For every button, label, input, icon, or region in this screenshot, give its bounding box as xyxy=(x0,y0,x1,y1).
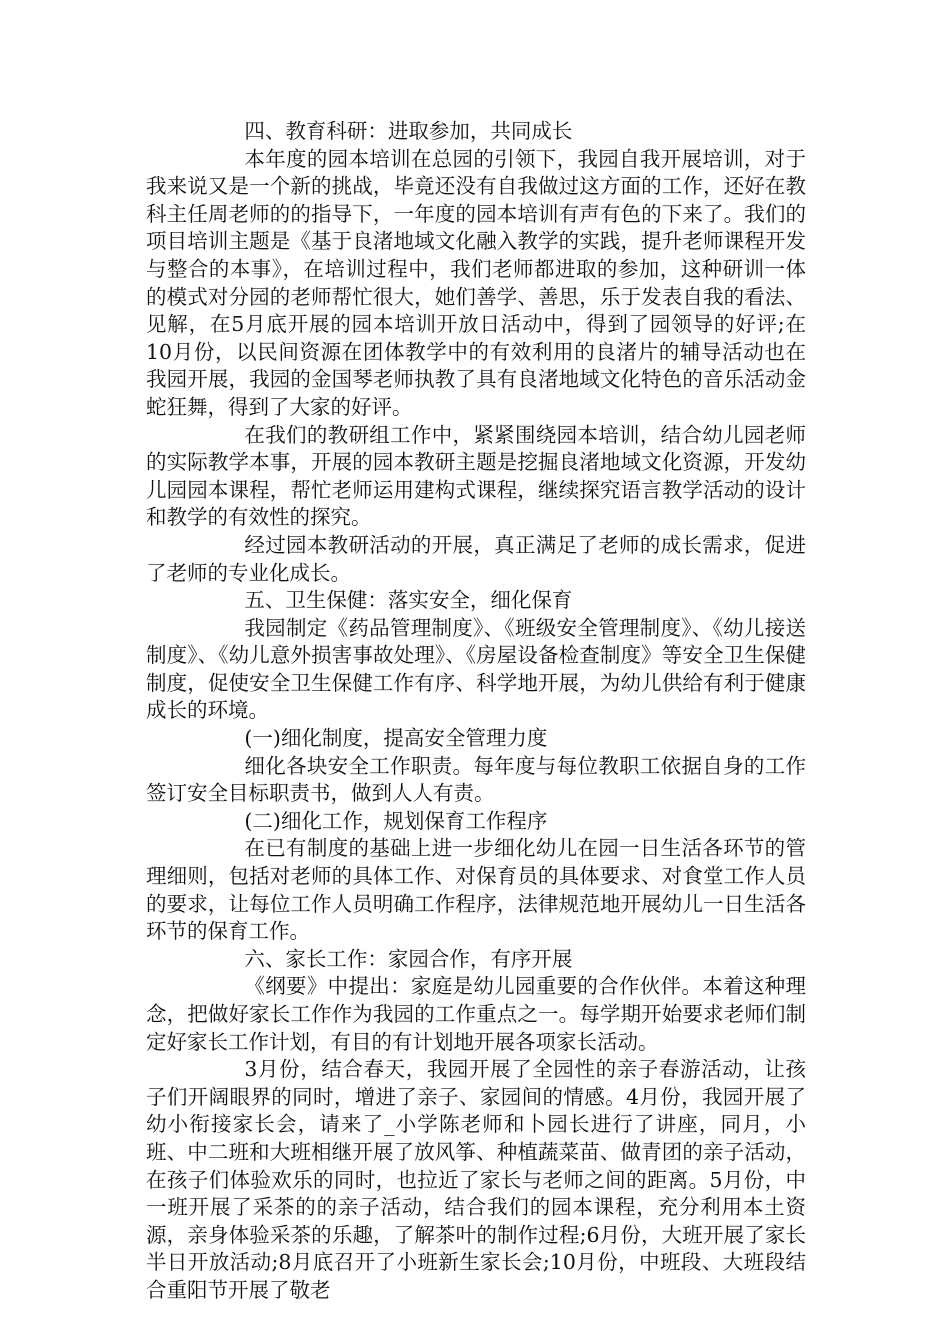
paragraph-growth: 经过园本教研活动的开展，真正满足了老师的成长需求，促进了老师的专业化成长。 xyxy=(146,532,806,585)
paragraph-activities: 3月份，结合春天，我园开展了全园性的亲子春游活动，让孩子们开阔眼界的同时，增进了亲子、家园间的情感。4月份，我园开展了幼小衔接家长会，请来了_小学陈老师和卜园长进行了讲座，同月，小班、中二班和大班相继开展了放风筝、种植蔬菜苗、做青团的亲子活动，在孩子们体验欢乐的同时，也拉近了家长与老师之间的距离。5月份，中一班开展了采茶的的亲子活动，结合我们的园本课程，充分利用本土资源，亲身体验采茶的乐趣，了解茶叶的制作过程;6月份，大班开展了家长半日开放活动;8月底召开了小班新生家长会;10月份，中班段、大班段结合重阳节开展了敬老 xyxy=(146,1057,806,1302)
paragraph-safety-duties: 细化各块安全工作职责。每年度与每位教职工依据自身的工作签订安全目标职责书，做到人人有责。 xyxy=(146,753,806,806)
subheading-refine-rules: (一)细化制度，提高安全管理力度 xyxy=(244,726,548,751)
section-heading-research: 四、教育科研：进取参加，共同成长 xyxy=(244,119,573,143)
section-heading-parents: 六、家长工作：家园合作，有序开展 xyxy=(244,946,573,971)
paragraph-guideline: 《纲要》中提出：家庭是幼儿园重要的合作伙伴。本着这种理念，把做好家长工作作为我园的工作重点之一。每学期开始要求老师们制定好家长工作计划，有目的有计划地开展各项家长活动。 xyxy=(146,974,806,1054)
paragraph-daily-care: 在已有制度的基础上进一步细化幼儿在园一日生活各环节的管理细则，包括对老师的具体工作、对保育员的具体要求、对食堂工作人员的要求，让每位工作人员明确工作程序，法律规范地开展幼儿一日生活各环节的保育工作。 xyxy=(146,836,806,944)
paragraph-teaching-research: 在我们的教研组工作中，紧紧围绕园本培训，结合幼儿园老师的实际教学本事，开展的园本教研主题是挖掘良渚地域文化资源，开发幼儿园园本课程，帮忙老师运用建构式课程，继续探究语言教学活动的设计和教学的有效性的探究。 xyxy=(146,422,806,530)
document-body xyxy=(146,118,806,1305)
subheading-refine-work: (二)细化工作，规划保育工作程序 xyxy=(244,808,548,833)
paragraph-regulations: 我园制定《药品管理制度》、《班级安全管理制度》、《幼儿接送制度》、《幼儿意外损害事故处理》、《房屋设备检查制度》等安全卫生保健制度，促使安全卫生保健工作有序、科学地开展，为幼儿供给有利于健康成长的环境。 xyxy=(146,615,806,723)
section-heading-health: 五、卫生保健：落实安全，细化保育 xyxy=(244,588,573,613)
paragraph-training: 本年度的园本培训在总园的引领下，我园自我开展培训，对于我来说又是一个新的挑战，毕竟还没有自我做过这方面的工作，还好在教科主任周老师的的指导下，一年度的园本培训有声有色的下来了。我们的项目培训主题是《基于良渚地域文化融入教学的实践，提升老师课程开发与整合的本事》，在培训过程中，我们老师都进取的参加，这种研训一体的模式对分园的老师帮忙很大，她们善学、善思，乐于发表自我的看法、见解，在5月底开展的园本培训开放日活动中，得到了园领导的好评;在10月份，以民间资源在团体教学中的有效利用的良渚片的辅导活动也在我园开展，我园的金国琴老师执教了具有良渚地域文化特色的音乐活动金蛇狂舞，得到了大家的好评。 xyxy=(146,146,806,419)
